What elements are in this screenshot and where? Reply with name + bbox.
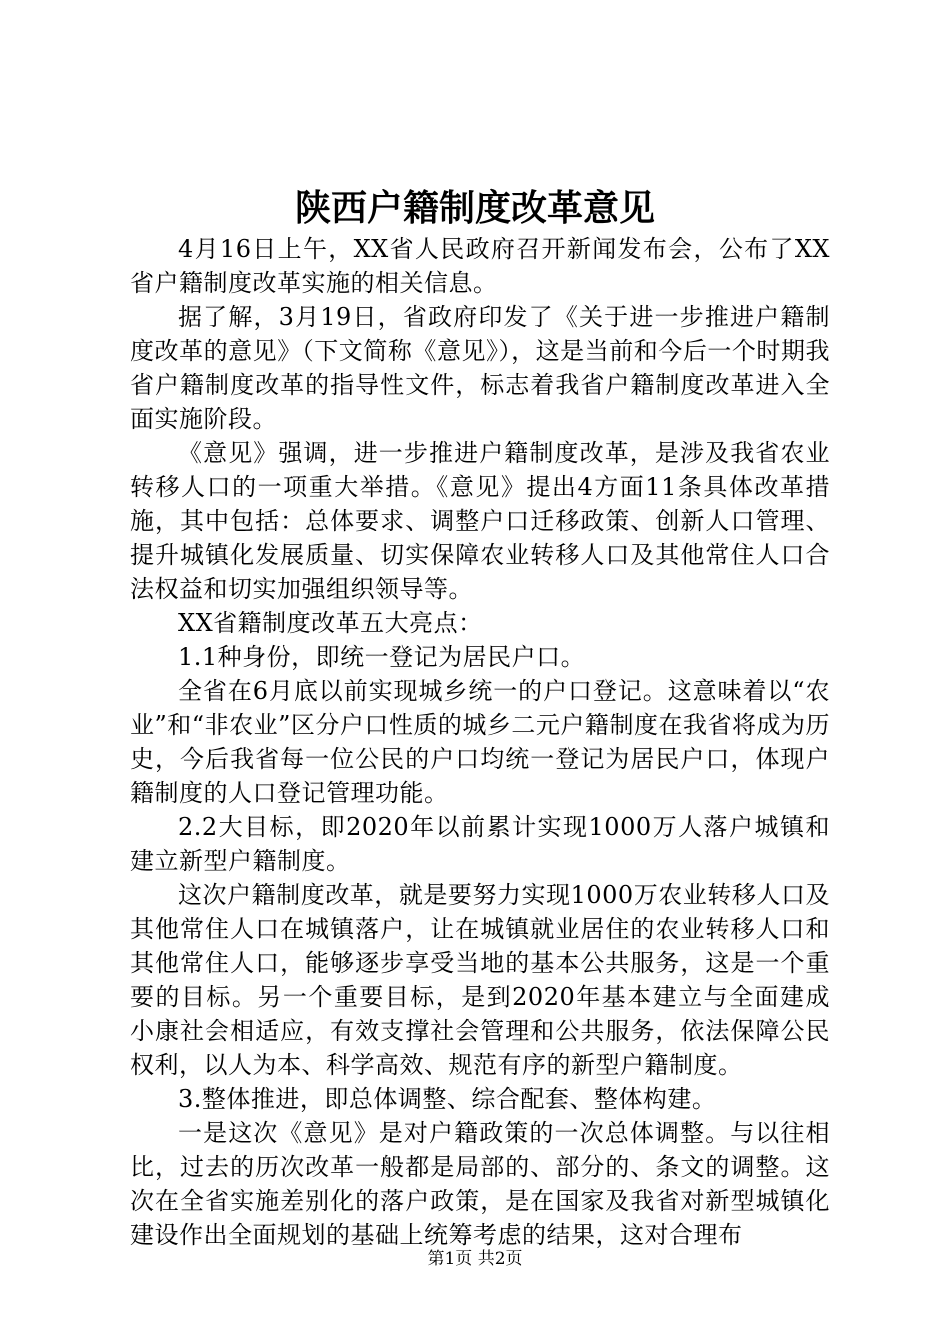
paragraph: 据了解，3月19日，省政府印发了《关于进一步推进户籍制度改革的意见》（下文简称《意见》），这是当前和今后一个时期我省户籍制度改革的指导性文件，标志着我省户籍制度改革进入全面实施阶段。 <box>130 303 830 433</box>
paragraph: 3.整体推进，即总体调整、综合配套、整体构建。 <box>178 1085 717 1113</box>
paragraph: 这次户籍制度改革，就是要努力实现1000万农业转移人口及其他常住人口在城镇落户，让在城镇就业居住的农业转移人口和其他常住人口，能够逐步享受当地的基本公共服务，这是一个重要的目标。另一个重要目标，是到2020年基本建立与全面建成小康社会相适应，有效支撑社会管理和公共服务，依法保障公民权利，以人为本、科学高效、规范有序的新型户籍制度。 <box>130 881 830 1079</box>
paragraph: 2.2大目标，即2020年以前累计实现1000万人落户城镇和建立新型户籍制度。 <box>130 813 830 875</box>
paragraph: 4月16日上午，XX省人民政府召开新闻发布会，公布了XX省户籍制度改革实施的相关信息。 <box>130 235 830 297</box>
page-footer: 第1页 共2页 <box>427 1249 523 1269</box>
document-body <box>130 232 830 1252</box>
document-title: 陕西户籍制度改革意见 <box>294 187 655 229</box>
paragraph: 一是这次《意见》是对户籍政策的一次总体调整。与以往相比，过去的历次改革一般都是局部的、部分的、条文的调整。这次在全省实施差别化的落户政策，是在国家及我省对新型城镇化建设作出全面规划的基础上统筹考虑的结果，这对合理布 <box>130 1119 830 1249</box>
paragraph: 全省在6月底以前实现城乡统一的户口登记。这意味着以“农业”和“非农业”区分户口性质的城乡二元户籍制度在我省将成为历史，今后我省每一位公民的户口均统一登记为居民户口，体现户籍制度的人口登记管理功能。 <box>130 677 830 807</box>
paragraph: 《意见》强调，进一步推进户籍制度改革，是涉及我省农业转移人口的一项重大举措。《意见》提出4方面11条具体改革措施，其中包括：总体要求、调整户口迁移政策、创新人口管理、提升城镇化发展质量、切实保障农业转移人口及其他常住人口合法权益和切实加强组织领导等。 <box>130 439 830 603</box>
paragraph: 1.1种身份，即统一登记为居民户口。 <box>178 643 586 671</box>
paragraph: XX省籍制度改革五大亮点： <box>178 609 483 637</box>
